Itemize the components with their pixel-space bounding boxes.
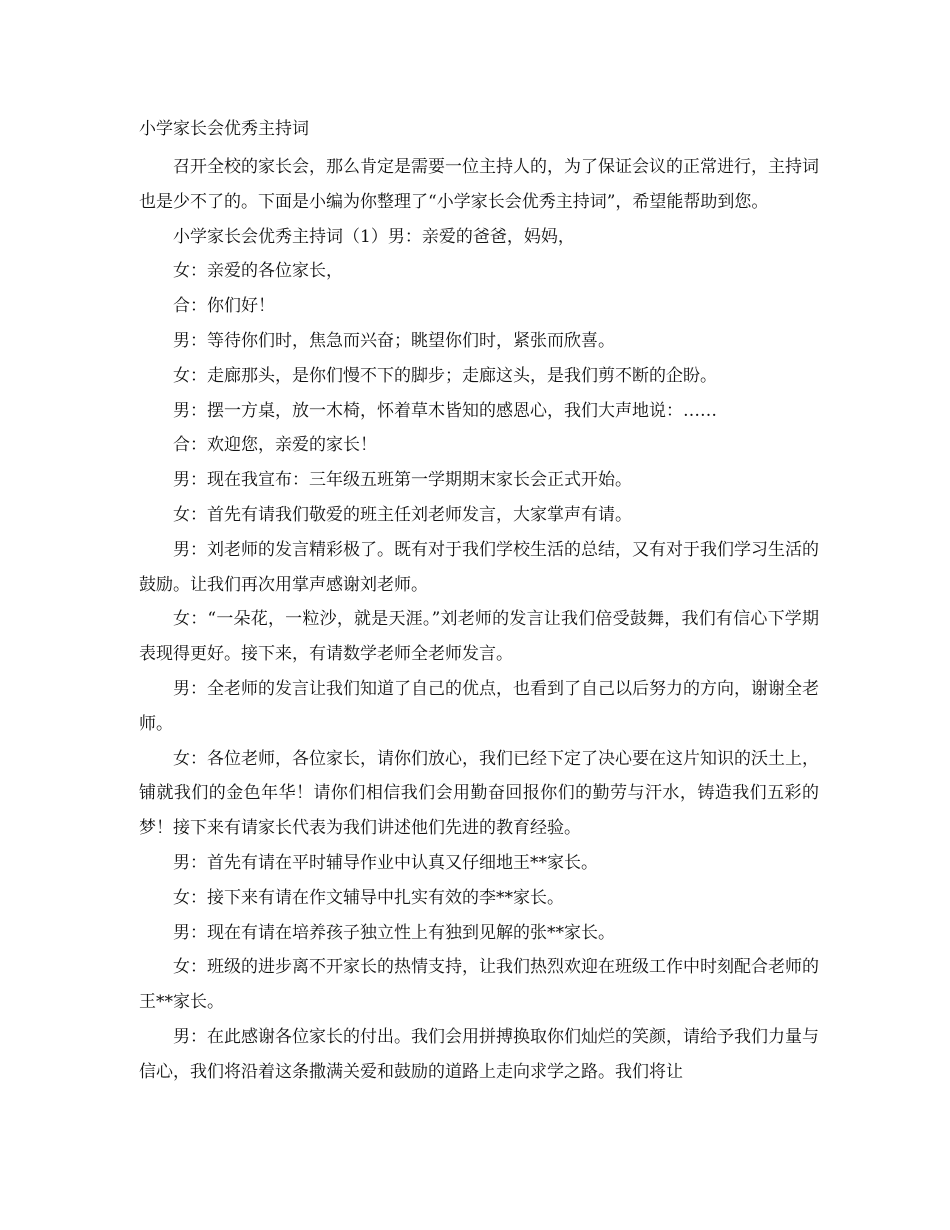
paragraph: 女：亲爱的各位家长， bbox=[173, 261, 343, 282]
paragraph-intro: 召开全校的家长会，那么肯定是需要一位主持人的，为了保证会议的正常进行，主持词也是少不了的。下面是小编为你整理了“小学家长会优秀主持词”，希望能帮助到您。 bbox=[139, 157, 819, 212]
paragraph: 男：刘老师的发言精彩极了。既有对于我们学校生活的总结，又有对于我们学习生活的鼓励。让我们再次用掌声感谢刘老师。 bbox=[139, 539, 819, 595]
document-title: 小学家长会优秀主持词 bbox=[139, 119, 309, 139]
paragraph: 男：首先有请在平时辅导作业中认真又仔细地王**家长。 bbox=[173, 852, 598, 873]
paragraph: 合：欢迎您，亲爱的家长！ bbox=[173, 435, 377, 456]
paragraph: 男：等待你们时，焦急而兴奋；眺望你们时，紧张而欣喜。 bbox=[173, 330, 615, 351]
paragraph: 男：全老师的发言让我们知道了自己的优点，也看到了自己以后努力的方向，谢谢全老师。 bbox=[139, 678, 819, 734]
paragraph: 男：摆一方桌，放一木椅，怀着草木皆知的感恩心，我们大声地说：…… bbox=[173, 400, 717, 421]
paragraph: 合：你们好！ bbox=[173, 296, 275, 317]
paragraph: 女：各位老师，各位家长，请你们放心，我们已经下定了决心要在这片知识的沃土上，铺就我们的金色年华！请你们相信我们会用勤奋回报你们的勤劳与汗水，铸造我们五彩的梦！接下来有请家长代表为我们讲述他们先进的教育经验。 bbox=[139, 748, 819, 839]
paragraph: 女：“一朵花，一粒沙，就是天涯。”刘老师的发言让我们倍受鼓舞，我们有信心下学期表现得更好。接下来，有请数学老师全老师发言。 bbox=[139, 609, 819, 665]
paragraph: 男：现在我宣布：三年级五班第一学期期末家长会正式开始。 bbox=[173, 470, 632, 491]
paragraph-host-opening: 小学家长会优秀主持词（1）男：亲爱的爸爸，妈妈， bbox=[173, 226, 575, 247]
paragraph: 男：现在有请在培养孩子独立性上有独到见解的张**家长。 bbox=[173, 922, 615, 943]
paragraph: 女：首先有请我们敬爱的班主任刘老师发言，大家掌声有请。 bbox=[173, 504, 632, 525]
document-body bbox=[139, 150, 819, 1090]
paragraph: 女：接下来有请在作文辅导中扎实有效的李**家长。 bbox=[173, 887, 564, 908]
paragraph: 女：班级的进步离不开家长的热情支持，让我们热烈欢迎在班级工作中时刻配合老师的王**家长。 bbox=[139, 957, 819, 1013]
paragraph: 男：在此感谢各位家长的付出。我们会用拼搏换取你们灿烂的笑颜，请给予我们力量与信心，我们将沿着这条撒满关爱和鼓励的道路上走向求学之路。我们将让 bbox=[139, 1026, 819, 1082]
paragraph: 女：走廊那头，是你们慢不下的脚步；走廊这头，是我们剪不断的企盼。 bbox=[173, 365, 717, 386]
